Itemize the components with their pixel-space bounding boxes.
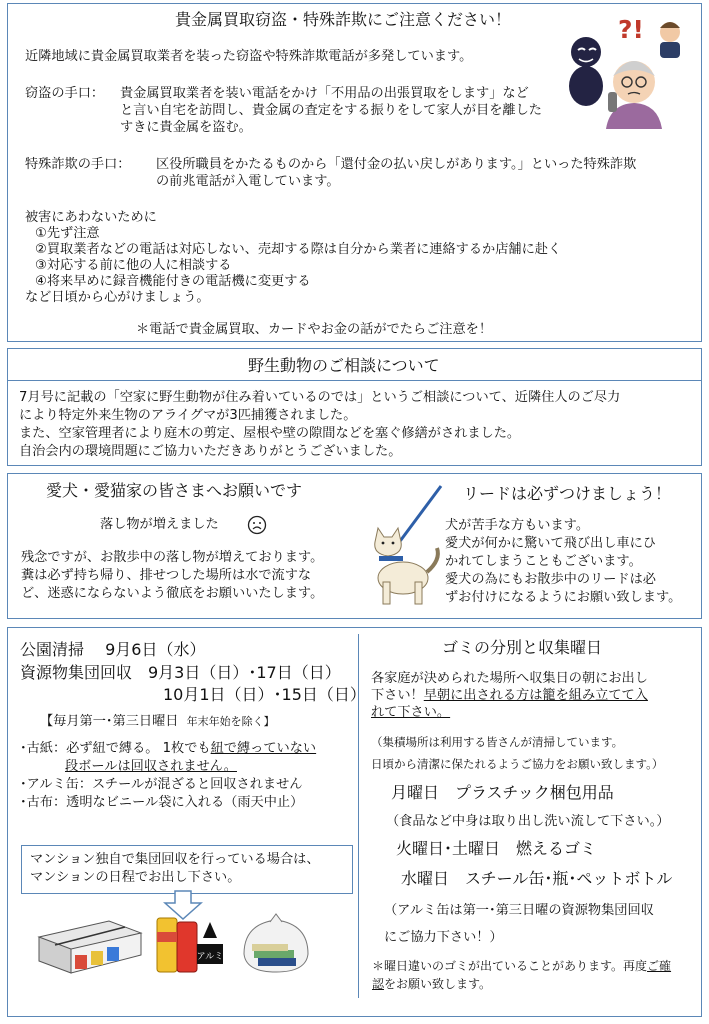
phone-fraud-illustration-icon	[560, 10, 695, 130]
garbage-line: 各家庭が決められた場所へ収集日の朝にお出し	[371, 671, 648, 686]
wrong-day-notice-2	[372, 976, 491, 992]
wrong-day-text-2: をお願い致します。	[384, 977, 492, 991]
wrong-day-underlined: ご確	[647, 959, 672, 973]
phone-handset	[608, 92, 617, 112]
mansion-note-line: マンションの日程でお出し下さい。	[30, 870, 241, 885]
resource-collection-dates-2: 10月1日（日）･15日（日）	[163, 685, 366, 704]
cloth-rule: ･古布：透明なビニール袋に入れる（雨天中止）	[20, 795, 304, 810]
leash-line: 愛犬が何かに驚いて飛び出し車にひ	[445, 536, 656, 551]
leash-line: 犬が苦手な方もいます。	[445, 518, 590, 533]
prevention-tail: など日頃から心がけましょう。	[25, 290, 210, 305]
collection-schedule-note	[40, 714, 275, 730]
tue-sat-burnable: 火曜日･土曜日 燃えるゴミ	[396, 839, 597, 858]
pets-title: 愛犬・愛猫家の皆さまへお願いです	[46, 481, 303, 500]
cardboard-warning: 段ボールは回収されません。	[65, 759, 237, 774]
recycling-and-garbage	[7, 627, 702, 1017]
paper-rule	[20, 741, 316, 757]
mansion-note-box	[21, 845, 353, 894]
prevention-item: ①先ず注意	[35, 226, 100, 241]
alarm-marks: ?!	[618, 15, 644, 44]
aluminum-rule: ･アルミ缶：スチールが混ざると回収されません	[20, 777, 303, 792]
pets-subtitle: 落し物が増えました	[100, 517, 219, 532]
wednesday-cans-bottles: 水曜日 スチール缶･瓶･ペットボトル	[401, 869, 673, 888]
theft-caution-note: ＊電話で貴金属買取、カードやお金の話がでたらご注意を！	[136, 322, 493, 337]
paper-label: ･古紙：	[20, 741, 67, 756]
wildlife-notice	[7, 348, 702, 466]
cloth-bag-icon	[236, 914, 316, 976]
leash-line: かれてしまうこともございます。	[445, 554, 642, 569]
aluminum-mark-label: アルミ	[196, 952, 224, 962]
monday-plastic: 月曜日 プラスチック梱包用品	[391, 783, 614, 802]
mansion-note-line: マンション独自で集団回収を行っている場合は、	[30, 852, 320, 867]
fraud-method-label: 特殊詐欺の手口：	[25, 157, 131, 172]
resource-collection-dates: 資源物集団回収 9月3日（日）･17日（日）	[20, 663, 341, 682]
sad-face-icon	[247, 515, 267, 535]
schedule-note-main: 【毎月第一･第三日曜日	[40, 714, 179, 729]
garbage-line-underlined: 早朝に出される方は籠を組み立てて入	[423, 688, 648, 703]
wrong-day-text: ＊曜日違いのゴミが出ていることがあります。再度	[372, 959, 648, 973]
pets-line: ど、迷惑にならないよう徹底をお願いいたします。	[21, 586, 324, 601]
park-cleanup-date: 公園清掃 9月6日（水）	[20, 640, 206, 659]
fraud-method-line: の前兆電話が入電しています。	[156, 174, 340, 189]
caller-head	[571, 37, 601, 67]
garbage-line	[371, 688, 648, 704]
fraud-method-line: 区役所職員をかたるものから「還付金の払い戻しがあります。」といった特殊詐欺	[156, 157, 637, 172]
bundled-newspapers-icon	[35, 915, 145, 975]
pet-owner-notice	[7, 473, 702, 619]
theft-method-line: すきに貴金属を盗む。	[120, 120, 252, 135]
paper-rule-underlined: 紐で縛っていない	[210, 741, 317, 756]
aluminum-cans-icon	[153, 910, 223, 980]
pets-line: 糞は必ず持ち帰り、排せつした場所は水で流すな	[21, 568, 312, 583]
wrong-day-underlined-2: 認	[372, 977, 385, 991]
wrong-day-notice	[372, 958, 671, 974]
dog-on-leash-icon	[363, 480, 448, 615]
garbage-line-underlined-2: れて下さい。	[371, 705, 451, 720]
collection-area-note: （集積場所は利用する皆さんが清掃しています。	[371, 735, 624, 749]
prevention-heading: 被害にあわないために	[25, 210, 157, 225]
prevention-item: ④将来早めに録音機能付きの電話機に変更する	[35, 274, 311, 289]
wildlife-line: 7月号に記載の「空家に野生動物が住み着いているのでは」というご相談について、近隣住人のご尽力	[19, 390, 621, 405]
theft-intro: 近隣地域に貴金属買取業者を装った窃盗や特殊詐欺電話が多発しています。	[25, 49, 473, 64]
monday-note: （食品など中身は取り出し洗い流して下さい。）	[386, 814, 670, 829]
collection-area-note-2: 日頃から清潔に保たれるようご協力をお願い致します。）	[371, 757, 664, 771]
schedule-note-exception: 年末年始を除く】	[186, 715, 275, 728]
pets-line: 残念ですが、お散歩中の落し物が増えております。	[21, 550, 324, 565]
theft-fraud-notice	[7, 3, 702, 342]
wildlife-title: 野生動物のご相談について	[248, 356, 440, 375]
leash-line: ずお付けになるようにお願い致します。	[445, 590, 682, 605]
prevention-item: ②買取業者などの電話は対応しない、売却する際は自分から業者に連絡するか店舗に赴く	[35, 242, 562, 257]
wildlife-line: 自治会内の環境問題にご協力いただきありがとうございました。	[19, 444, 402, 459]
paper-rule-text: 必ず紐で縛る。 1枚でも	[66, 741, 211, 756]
garbage-title: ゴミの分別と収集曜日	[442, 638, 603, 657]
theft-method-label: 窃盗の手口：	[25, 86, 105, 101]
theft-method-line: 貴金属買取業者を装い電話をかけ「不用品の出張買取をします」など	[120, 86, 529, 101]
wednesday-note: （アルミ缶は第一･第三日曜の資源物集団回収	[384, 903, 654, 918]
prevention-item: ③対応する前に他の人に相談する	[35, 258, 232, 273]
wildlife-line: また、空家管理者により庭木の剪定、屋根や壁の隙間などを塞ぐ修繕がされました。	[19, 426, 521, 441]
theft-title: 貴金属買取窃盗・特殊詐欺にご注意ください！	[175, 10, 512, 29]
theft-method-line: と言い自宅を訪問し、貴金属の査定をする振りをして家人が目を離した	[120, 103, 542, 118]
dog-harness	[379, 556, 403, 561]
garbage-line-text: 下さい！	[371, 688, 424, 703]
leash-title: リードは必ずつけましょう！	[463, 484, 672, 503]
wednesday-note-2: にご協力下さい！）	[384, 930, 503, 945]
wildlife-line: により特定外来生物のアライグマが3匹捕獲されました。	[19, 408, 357, 423]
leash-line: 愛犬の為にもお散歩中のリードは必	[445, 572, 656, 587]
